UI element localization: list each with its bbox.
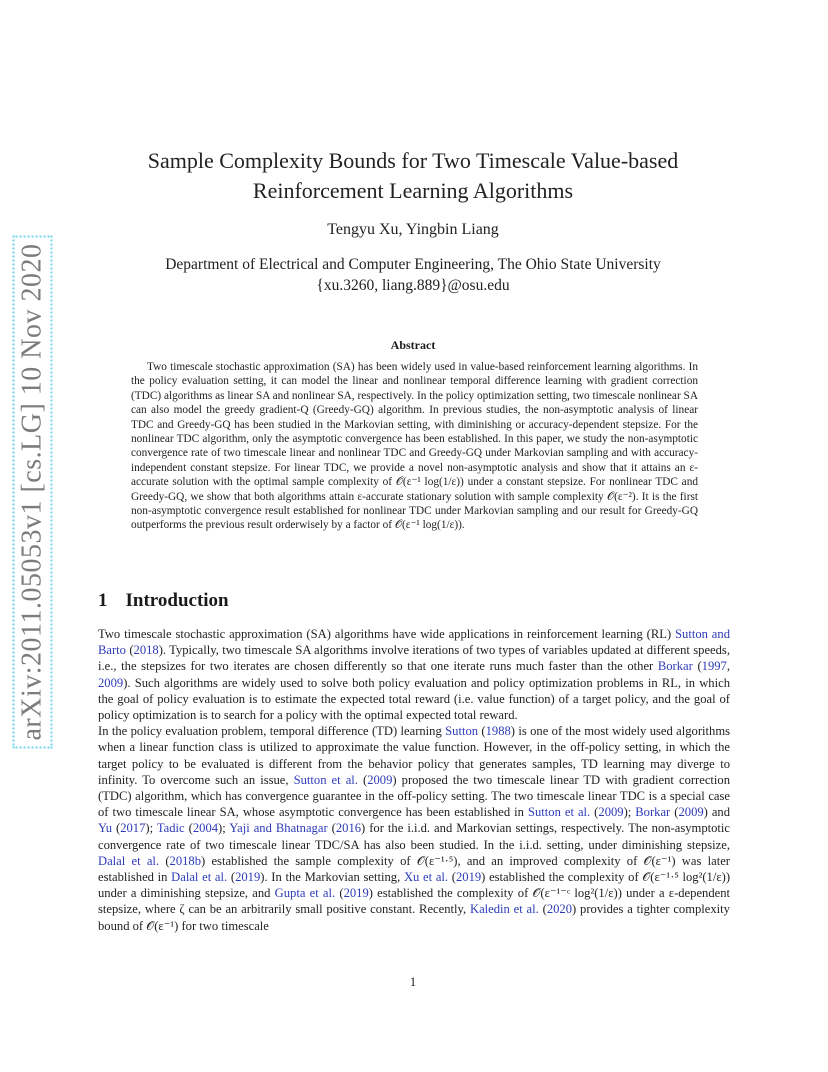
citation-link[interactable]: 2004: [192, 821, 219, 836]
section-number: 1: [98, 590, 108, 611]
citation-link[interactable]: Sutton et al.: [527, 805, 591, 820]
paper-title-line-2: Reinforcement Learning Algorithms: [252, 178, 574, 203]
section-heading: [98, 590, 229, 612]
citation-link[interactable]: Borkar: [635, 805, 671, 820]
citation-link[interactable]: Dalal et al.: [98, 853, 160, 868]
abstract-heading: Abstract: [390, 338, 436, 352]
citation-link[interactable]: Xu et al.: [403, 870, 449, 885]
citation-link[interactable]: Sutton and Barto: [98, 627, 730, 658]
intro-paragraph-2: In the policy evaluation problem, temporal difference (TD) learning Sutton (1988) is one of the most widely used algorithms when a linear function class is utilized to approximate the value function. However, in the off-policy setting, in which the target policy to be evaluated is different from the behavior policy that generates samples, TD learning may diverge to infinity. To overcome such an issue, Sutton et al. (2009) proposed the two timescale linear TD with gradient correction (TDC) algorithm, which has convergence guarantee in the off-policy setting. The two timescale linear TDC is a special case of two timescale linear SA, whose asymptotic convergence has been established in Sutton et al. (2009); Borkar (2009) and Yu (2017); Tadic (2004); Yaji and Bhatnagar (2016) for the i.i.d. and Markovian settings, respectively. The non-asymptotic convergence rate of two timescale linear TDC/SA has also been studied. In the i.i.d. setting, under diminishing stepsize, Dalal et al. (2018b) established the sample complexity of 𝒪(ε⁻¹·⁵), and an improved complexity of 𝒪(ε⁻¹) was later established in Dalal et al. (2019). In the Markovian setting, Xu et al. (2019) established the complexity of 𝒪(ε⁻¹·⁵ log²(1/ε)) under a diminishing stepsize, and Gupta et al. (2019) established the complexity of 𝒪(ε⁻¹⁻ᶜ log²(1/ε)) under a ε-dependent stepsize, where ζ can be an arbitrarily small positive constant. Recently, Kaledin et al. (2020) provides a tighter complexity bound of 𝒪(ε⁻¹) for two timescale: [98, 724, 731, 933]
paper-affiliation: [98, 254, 728, 296]
citation-link[interactable]: 2020: [546, 902, 573, 917]
paper-authors: Tengyu Xu, Yingbin Liang: [327, 221, 499, 238]
citation-link[interactable]: 2019: [455, 870, 482, 885]
citation-link[interactable]: 2019: [235, 870, 261, 885]
arxiv-identifier-text: arXiv:2011.05053v1 [cs.LG] 10 Nov 2020: [14, 237, 50, 746]
citation-link[interactable]: 2009: [678, 805, 704, 820]
citation-link[interactable]: 2009: [367, 772, 393, 787]
arxiv-identifier-stamp: [12, 243, 52, 741]
citation-link[interactable]: Tadic: [156, 821, 185, 836]
citation-link[interactable]: Yu: [98, 821, 112, 836]
affiliation-emails: {xu.3260, liang.889}@osu.edu: [316, 277, 510, 294]
section-title: Introduction: [125, 590, 229, 611]
citation-link[interactable]: 1997: [701, 659, 727, 674]
abstract-text: Two timescale stochastic approximation (SA) has been widely used in value-based reinforcement learning algorithms. In the policy evaluation setting, it can model the linear and nonlinear temporal difference learning with gradient correction (TDC) algorithms as linear SA and nonlinear SA, respectively. In the policy optimization setting, two timescale nonlinear SA can also model the greedy gradient-Q (Greedy-GQ) algorithm. In previous studies, the non-asymptotic analysis of linear TDC and Greedy-GQ has been studied in the Markovian setting, with diminishing or accuracy-dependent stepsize. For the nonlinear TDC algorithm, only the asymptotic convergence has been established. In this paper, we study the non-asymptotic convergence rate of two timescale linear and nonlinear TDC and Greedy-GQ under Markovian sampling and with accuracy-independent constant stepsize. For linear TDC, we provide a novel non-asymptotic analysis and show that it attains an ε-accurate solution with the optimal sample complexity of 𝒪(ε⁻¹ log(1/ε)) under a constant stepsize. For nonlinear TDC and Greedy-GQ, we show that both algorithms attain ε-accurate stationary solution with sample complexity 𝒪(ε⁻²). It is the first non-asymptotic convergence result established for nonlinear TDC under Markovian sampling and our result for Greedy-GQ outperforms the previous result orderwisely by a factor of 𝒪(ε⁻¹ log(1/ε)).: [131, 361, 698, 532]
intro-paragraph-1: Two timescale stochastic approximation (SA) algorithms have wide applications in reinforcement learning (RL) Sutton and Barto (2018). Typically, two timescale SA algorithms involve iterations of two types of variables updated at different speeds, i.e., the stepsizes for two iterates are chosen differently so that one iterate runs much faster than the other Borkar (1997, 2009). Such algorithms are widely used to solve both policy evaluation and policy optimization problems in RL, in which the goal of policy evaluation is to estimate the expected total reward (i.e. value function) of a target policy, and the goal of policy optimization is to search for a policy with the optimal expected total reward.: [98, 627, 730, 723]
citation-link[interactable]: 2017: [120, 821, 146, 836]
citation-link[interactable]: 2018: [133, 643, 159, 658]
introduction-body: [98, 626, 730, 934]
affiliation-department: Department of Electrical and Computer Engineering, The Ohio State University: [165, 256, 661, 273]
citation-link[interactable]: 1988: [485, 724, 511, 739]
citation-link[interactable]: 2016: [335, 821, 362, 836]
citation-link[interactable]: Sutton et al.: [293, 772, 358, 787]
citation-link[interactable]: Gupta et al.: [274, 886, 336, 901]
citation-link[interactable]: Kaledin et al.: [469, 902, 539, 917]
citation-link[interactable]: Dalal et al.: [171, 870, 228, 885]
citation-link[interactable]: 2009: [98, 675, 124, 690]
citation-link[interactable]: 2019: [343, 886, 369, 901]
paper-title: [98, 146, 728, 206]
citation-link[interactable]: Yaji and Bhatnagar: [229, 821, 328, 836]
citation-link[interactable]: Sutton: [445, 724, 479, 739]
citation-link[interactable]: 2018b: [169, 853, 202, 868]
paper-title-line-1: Sample Complexity Bounds for Two Timescale Value-based: [147, 148, 679, 173]
page-number: 1: [409, 975, 417, 989]
citation-link[interactable]: 2009: [598, 805, 624, 820]
citation-link[interactable]: Borkar: [657, 659, 693, 674]
